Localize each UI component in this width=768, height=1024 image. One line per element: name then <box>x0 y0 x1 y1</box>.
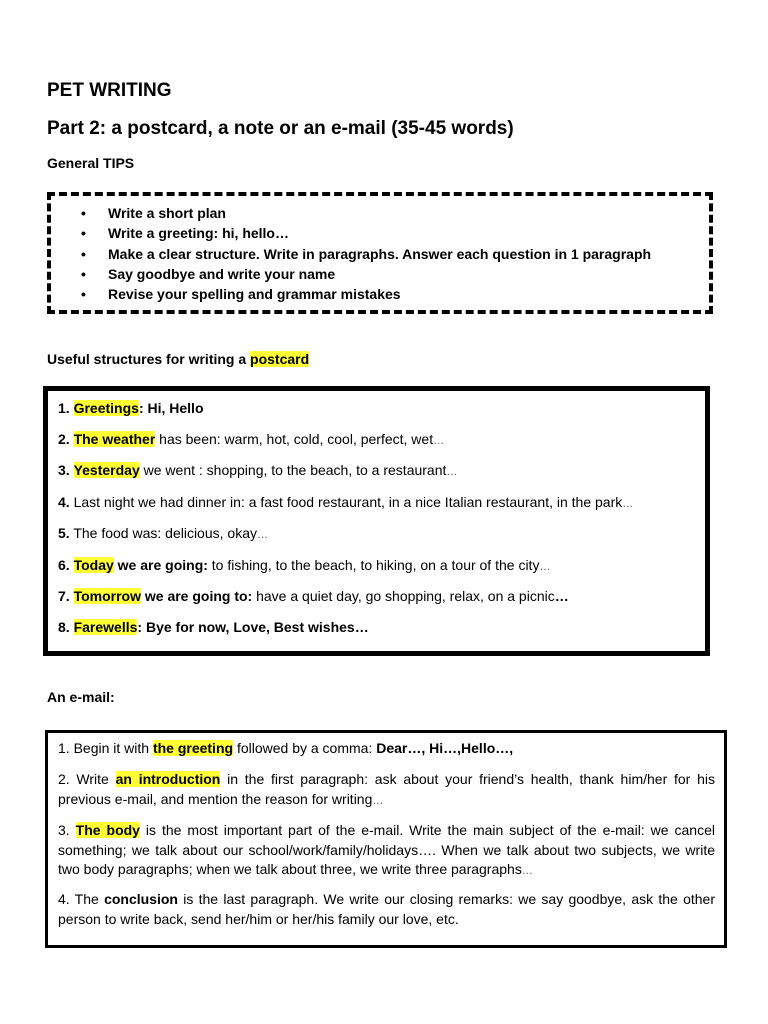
bullet-icon: • <box>81 286 86 303</box>
tip-item: • Make a clear structure. Write in paragraphs. Answer each question in 1 paragraph <box>81 244 651 264</box>
postcard-item: 2. The weather has been: warm, hot, cold, cool, perfect, wet… <box>58 431 445 447</box>
email-item: 2. Write an introduction in the first paragraph: ask about your friend’s health, thank him/her for his previous e-mail, and mention the reason for writing… <box>58 771 715 807</box>
bullet-icon: • <box>81 205 86 221</box>
page-subtitle: Part 2: a postcard, a note or an e-mail (35-45 words) <box>47 118 514 139</box>
tip-item: • Write a greeting: hi, hello… <box>81 223 651 243</box>
tip-item: • Revise your spelling and grammar mistakes <box>81 284 651 304</box>
postcard-item: 1. Greetings: Hi, Hello <box>58 400 204 416</box>
email-item: 4. The conclusion is the last paragraph. We write our closing remarks: we say goodbye, ask the other person to write back, send her/him or her/his family our love, etc. <box>58 891 716 927</box>
page-title: PET WRITING <box>47 80 172 101</box>
postcard-item: 8. Farewells: Bye for now, Love, Best wishes… <box>58 619 369 635</box>
postcard-item: 7. Tomorrow we are going to: have a quiet day, go shopping, relax, on a picnic… <box>58 588 569 604</box>
tip-item: • Say goodbye and write your name <box>81 264 651 284</box>
postcard-item: 3. Yesterday we went : shopping, to the beach, to a restaurant… <box>58 462 458 478</box>
postcard-structures-box <box>43 386 710 656</box>
postcard-item: 6. Today we are going: to fishing, to the beach, to hiking, on a tour of the city… <box>58 557 551 573</box>
postcard-heading: Useful structures for writing a postcard <box>47 351 310 367</box>
bullet-icon: • <box>81 225 86 242</box>
postcard-item: 4. Last night we had dinner in: a fast food restaurant, in a nice Italian restaurant, in the park… <box>58 494 634 510</box>
email-item: 1. Begin it with the greeting followed by a comma: Dear…, Hi…,Hello…, <box>58 740 514 756</box>
tip-item: • Write a short plan <box>81 203 651 223</box>
postcard-item: 5. The food was: delicious, okay… <box>58 525 268 541</box>
email-structures-box <box>45 730 727 948</box>
bullet-icon: • <box>81 265 86 282</box>
email-item: 3. The body is the most important part of the e-mail. Write the main subject of the e-mail: we cancel something; we talk about our school/work/family/holidays…. When we talk about two subjects, we write two body paragraphs; when we talk about three, we write three paragraphs… <box>58 822 715 877</box>
tips-box <box>47 192 713 314</box>
postcard-highlight: postcard <box>250 351 310 367</box>
email-heading: An e-mail: <box>47 689 115 705</box>
bullet-icon: • <box>81 245 86 262</box>
tips-list <box>81 203 651 304</box>
tips-heading: General TIPS <box>47 155 135 171</box>
